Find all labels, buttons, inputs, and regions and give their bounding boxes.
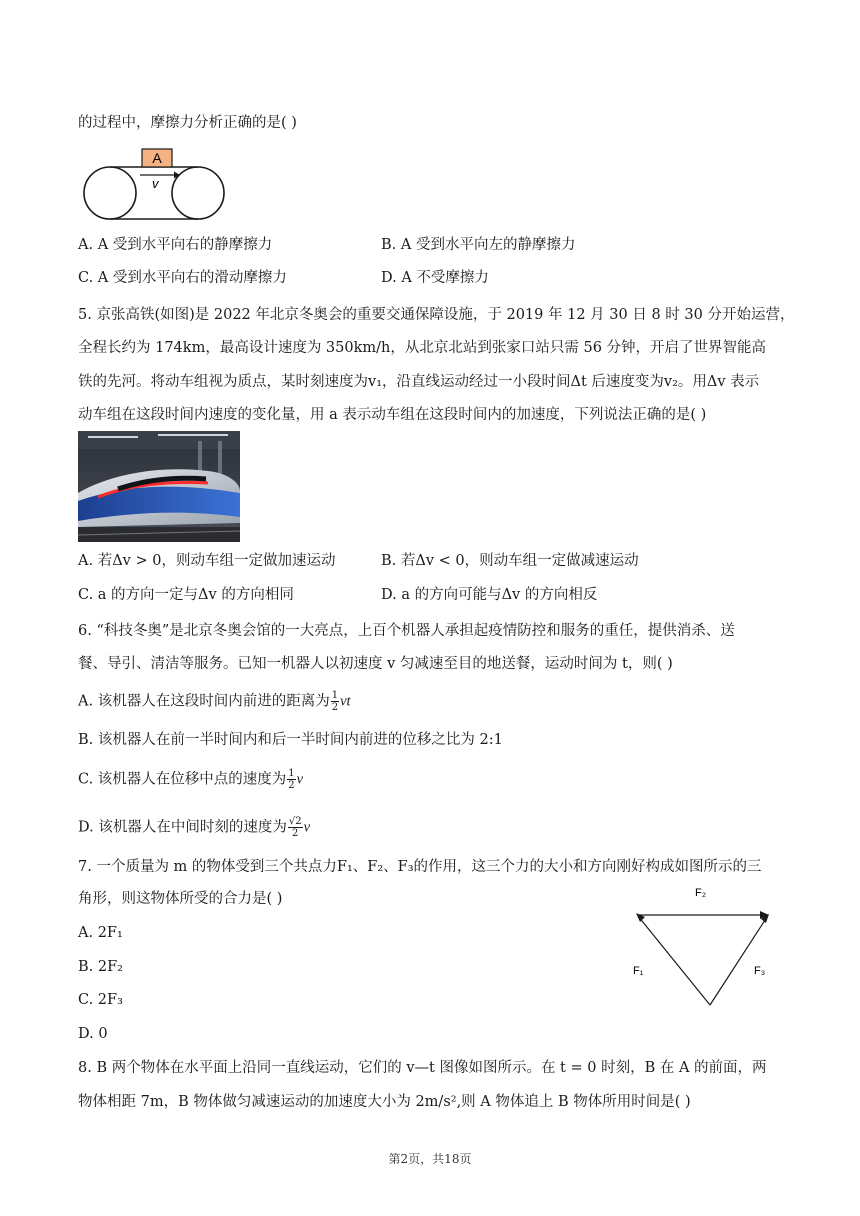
q7-option-c[interactable]: C. 2F₃ (78, 992, 123, 1008)
q7-label-f3: F₃ (754, 965, 766, 977)
page-footer: 第2页，共18页 (388, 1152, 472, 1166)
q8-stem-line1: 8. B 两个物体在水平面上沿同一直线运动，它们的 v—t 图像如图所示。在 t = 0 时刻，B 在 A 的前面，两 (78, 1060, 767, 1076)
q6-option-d-expr: v (303, 819, 310, 836)
q5-option-b[interactable]: B. 若Δv < 0，则动车组一定做减速运动 (381, 553, 639, 569)
q6-option-a-fraction: $\frac{1}{2}$ (331, 690, 339, 713)
q7-option-b[interactable]: B. 2F₂ (78, 959, 123, 975)
q7-label-f1: F₁ (633, 965, 644, 977)
q7-option-a[interactable]: A. 2F₁ (78, 925, 123, 941)
q6-option-c-expr: v (296, 771, 304, 788)
q7-force-triangle (620, 880, 780, 1010)
q4-velocity-label: v (152, 176, 159, 191)
q6-option-b[interactable]: B. 该机器人在前一半时间内和后一半时间内前进的位移之比为 2:1 (78, 732, 503, 748)
q6-option-c[interactable] (78, 768, 303, 791)
q4-stem-tail: 的过程中，摩擦力分析正确的是( ) (78, 115, 297, 131)
q7-stem-line1: 7. 一个质量为 m 的物体受到三个共点力F₁、F₂、F₃的作用，这三个力的大小和方向刚好构成如图所示的三 (78, 859, 762, 875)
q5-option-d[interactable]: D. a 的方向可能与Δv 的方向相反 (381, 587, 598, 603)
q5-stem-line4: 动车组在这段时间内速度的变化量，用 a 表示动车组在这段时间内的加速度，下列说法正确的是( ) (78, 407, 707, 423)
q5-stem-line1: 5. 京张高铁(如图)是 2022 年北京冬奥会的重要交通保障设施，于 2019 年 12 月 30 日 8 时 30 分开始运营， (78, 307, 795, 323)
q5-train-photo (78, 431, 240, 542)
q4-block-label: A (152, 150, 162, 166)
q6-stem-line2: 餐、导引、清洁等服务。已知一机器人以初速度 v 匀减速至目的地送餐，运动时间为 t，则( ) (78, 656, 673, 672)
q7-option-d[interactable]: D. 0 (78, 1026, 108, 1042)
q6-option-a-text: A. 该机器人在这段时间内前进的距离为 (78, 693, 330, 710)
q4-option-d[interactable]: D. A 不受摩擦力 (381, 270, 489, 286)
q5-option-c[interactable]: C. a 的方向一定与Δv 的方向相同 (78, 587, 294, 603)
q7-label-f2: F₂ (695, 887, 706, 899)
q4-option-a[interactable]: A. A 受到水平向右的静摩擦力 (78, 237, 273, 253)
q6-option-a-expr: vt (340, 693, 351, 710)
q4-conveyor-figure (82, 148, 227, 220)
q8-stem-line2: 物体相距 7m，B 物体做匀减速运动的加速度大小为 2m/s²,则 A 物体追上 B 物体所用时间是( ) (78, 1094, 691, 1110)
q6-option-c-text: C. 该机器人在位移中点的速度为 (78, 771, 287, 788)
q4-option-c[interactable]: C. A 受到水平向右的滑动摩擦力 (78, 270, 287, 286)
q6-option-d-fraction: $\frac{√2}{2}$ (288, 816, 302, 839)
q5-option-a[interactable]: A. 若Δv > 0，则动车组一定做加速运动 (78, 553, 336, 569)
q6-option-d-text: D. 该机器人在中间时刻的速度为 (78, 819, 287, 836)
q6-option-d[interactable] (78, 816, 310, 839)
q6-option-c-fraction: $\frac{1}{2}$ (288, 768, 295, 791)
q5-stem-line2: 全程长约为 174km，最高设计速度为 350km/h，从北京北站到张家口站只需 56 分钟，开启了世界智能高 (78, 340, 767, 356)
q5-stem-line3: 铁的先河。将动车组视为质点，某时刻速度为v₁，沿直线运动经过一小段时间Δt 后速度变为v₂。用Δv 表示 (78, 374, 760, 390)
q4-option-b[interactable]: B. A 受到水平向左的静摩擦力 (381, 237, 576, 253)
q7-stem-line2: 角形，则这物体所受的合力是( ) (78, 891, 283, 907)
q6-stem-line1: 6. “科技冬奥”是北京冬奥会馆的一大亮点，上百个机器人承担起疫情防控和服务的重任，提供消杀、送 (78, 623, 735, 639)
q6-option-a[interactable] (78, 690, 351, 713)
